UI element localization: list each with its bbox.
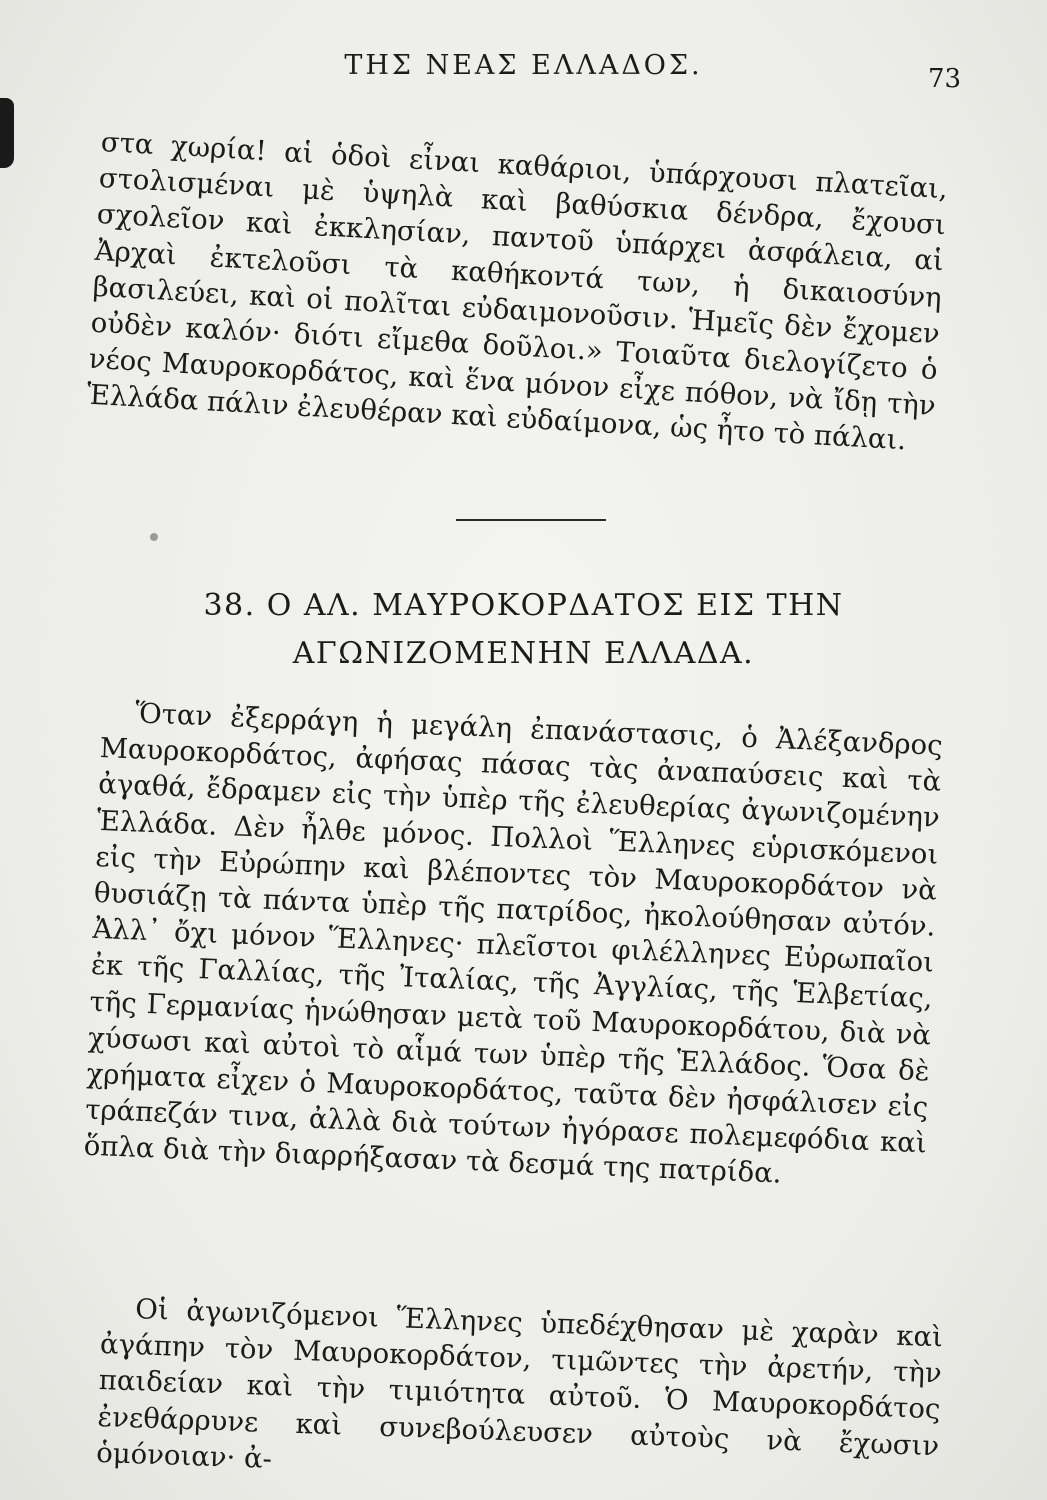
ink-spot (150, 533, 158, 541)
paragraph-continuation: στα χωρία! αἱ ὁδοὶ εἶναι καθάριοι, ὑπάρχουσι πλατεῖαι, στολισμέναι μὲ ὑψηλὰ καὶ βαθύσκια δένδρα, ἔχουσι σχολεῖον καὶ ἐκκλησίαν, παντοῦ ὑπάρχει ἀσφάλεια, αἱ Ἀρχαὶ ἐκτελοῦσι τὰ καθήκοντά των, ἡ δικαιοσύνη βασιλεύει, καὶ οἱ πολῖται εὐδαιμονοῦσιν. Ἡμεῖς δὲν ἔχομεν οὐδὲν καλόν· διότι εἴμεθα δοῦλοι.» Τοιαῦτα διελογίζετο ὁ νέος Μαυροκορδάτος, καὶ ἕνα μόνον εἶχε πόθον, νὰ ἴδῃ τὴν Ἑλλάδα πάλιν ἐλευθέραν καὶ εὐδαίμονα, ὡς ἦτο τὸ πάλαι. (85, 125, 949, 457)
page-edge-shadow (0, 98, 14, 168)
running-header: ΤΗΣ ΝΕΑΣ ΕΛΛΑΔΟΣ. (344, 50, 703, 81)
paragraph-2: Οἱ ἀγωνιζόμενοι Ἕλληνες ὑπεδέχθησαν μὲ χαρὰν καὶ ἀγάπην τὸν Μαυροκορδάτον, τιμῶντες τὴν ἀρετήν, τὴν παιδείαν καὶ τὴν τιμιότητα αὐτοῦ. Ὁ Μαυροκορδάτος ἐνεθάρρυνε καὶ συνεβούλευσεν αὐτοὺς νὰ ἔχωσιν ὁμόνοιαν· ἀ- (95, 1293, 944, 1475)
page-number: 73 (928, 64, 962, 94)
section-heading (0, 582, 1047, 678)
paragraph-1: Ὅταν ἐξερράγη ἡ μεγάλη ἐπανάστασις, ὁ Ἀλέξανδρος Μαυροκορδάτος, ἀφήσας πάσας τὰς ἀναπαύσεις καὶ τὰ ἀγαθά, ἔδραμεν εἰς τὴν ὑπὲρ τῆς ἐλευθερίας ἀγωνιζομένην Ἑλλάδα. Δὲν ἦλθε μόνος. Πολλοὶ Ἕλληνες εὑρισκόμενοι εἰς τὴν Εὐρώπην καὶ βλέποντες τὸν Μαυροκορδάτον νὰ θυσιάζῃ τὰ πάντα ὑπὲρ τῆς πατρίδος, ἠκολούθησαν αὐτόν. Ἀλλ᾽ ὄχι μόνον Ἕλληνες· πλεῖστοι φιλέλληνες Εὐρωπαῖοι ἐκ τῆς Γαλλίας, τῆς Ἰταλίας, τῆς Ἀγγλίας, τῆς Ἑλβετίας, τῆς Γερμανίας ἡνώθησαν μετὰ τοῦ Μαυροκορδάτου, διὰ νὰ χύσωσι καὶ αὐτοὶ τὸ αἷμά των ὑπὲρ τῆς Ἑλλάδος. Ὅσα δὲ χρήματα εἶχεν ὁ Μαυροκορδάτος, ταῦτα δὲν ἠσφάλισεν εἰς τράπεζάν τινα, ἀλλὰ διὰ τούτων ἠγόρασε πολεμεφόδια καὶ ὅπλα διὰ τὴν διαρρήξασαν τὰ δεσμά της πατρίδα. (83, 697, 944, 1191)
section-divider (456, 519, 606, 521)
section-heading-line-2: ΑΓΩΝΙΖΟΜΕΝΗΝ ΕΛΛΑΔΑ. (292, 636, 755, 671)
section-heading-line-1: 38. Ο ΑΛ. ΜΑΥΡΟΚΟΡΔΑΤΟΣ ΕΙΣ ΤΗΝ (203, 588, 844, 623)
